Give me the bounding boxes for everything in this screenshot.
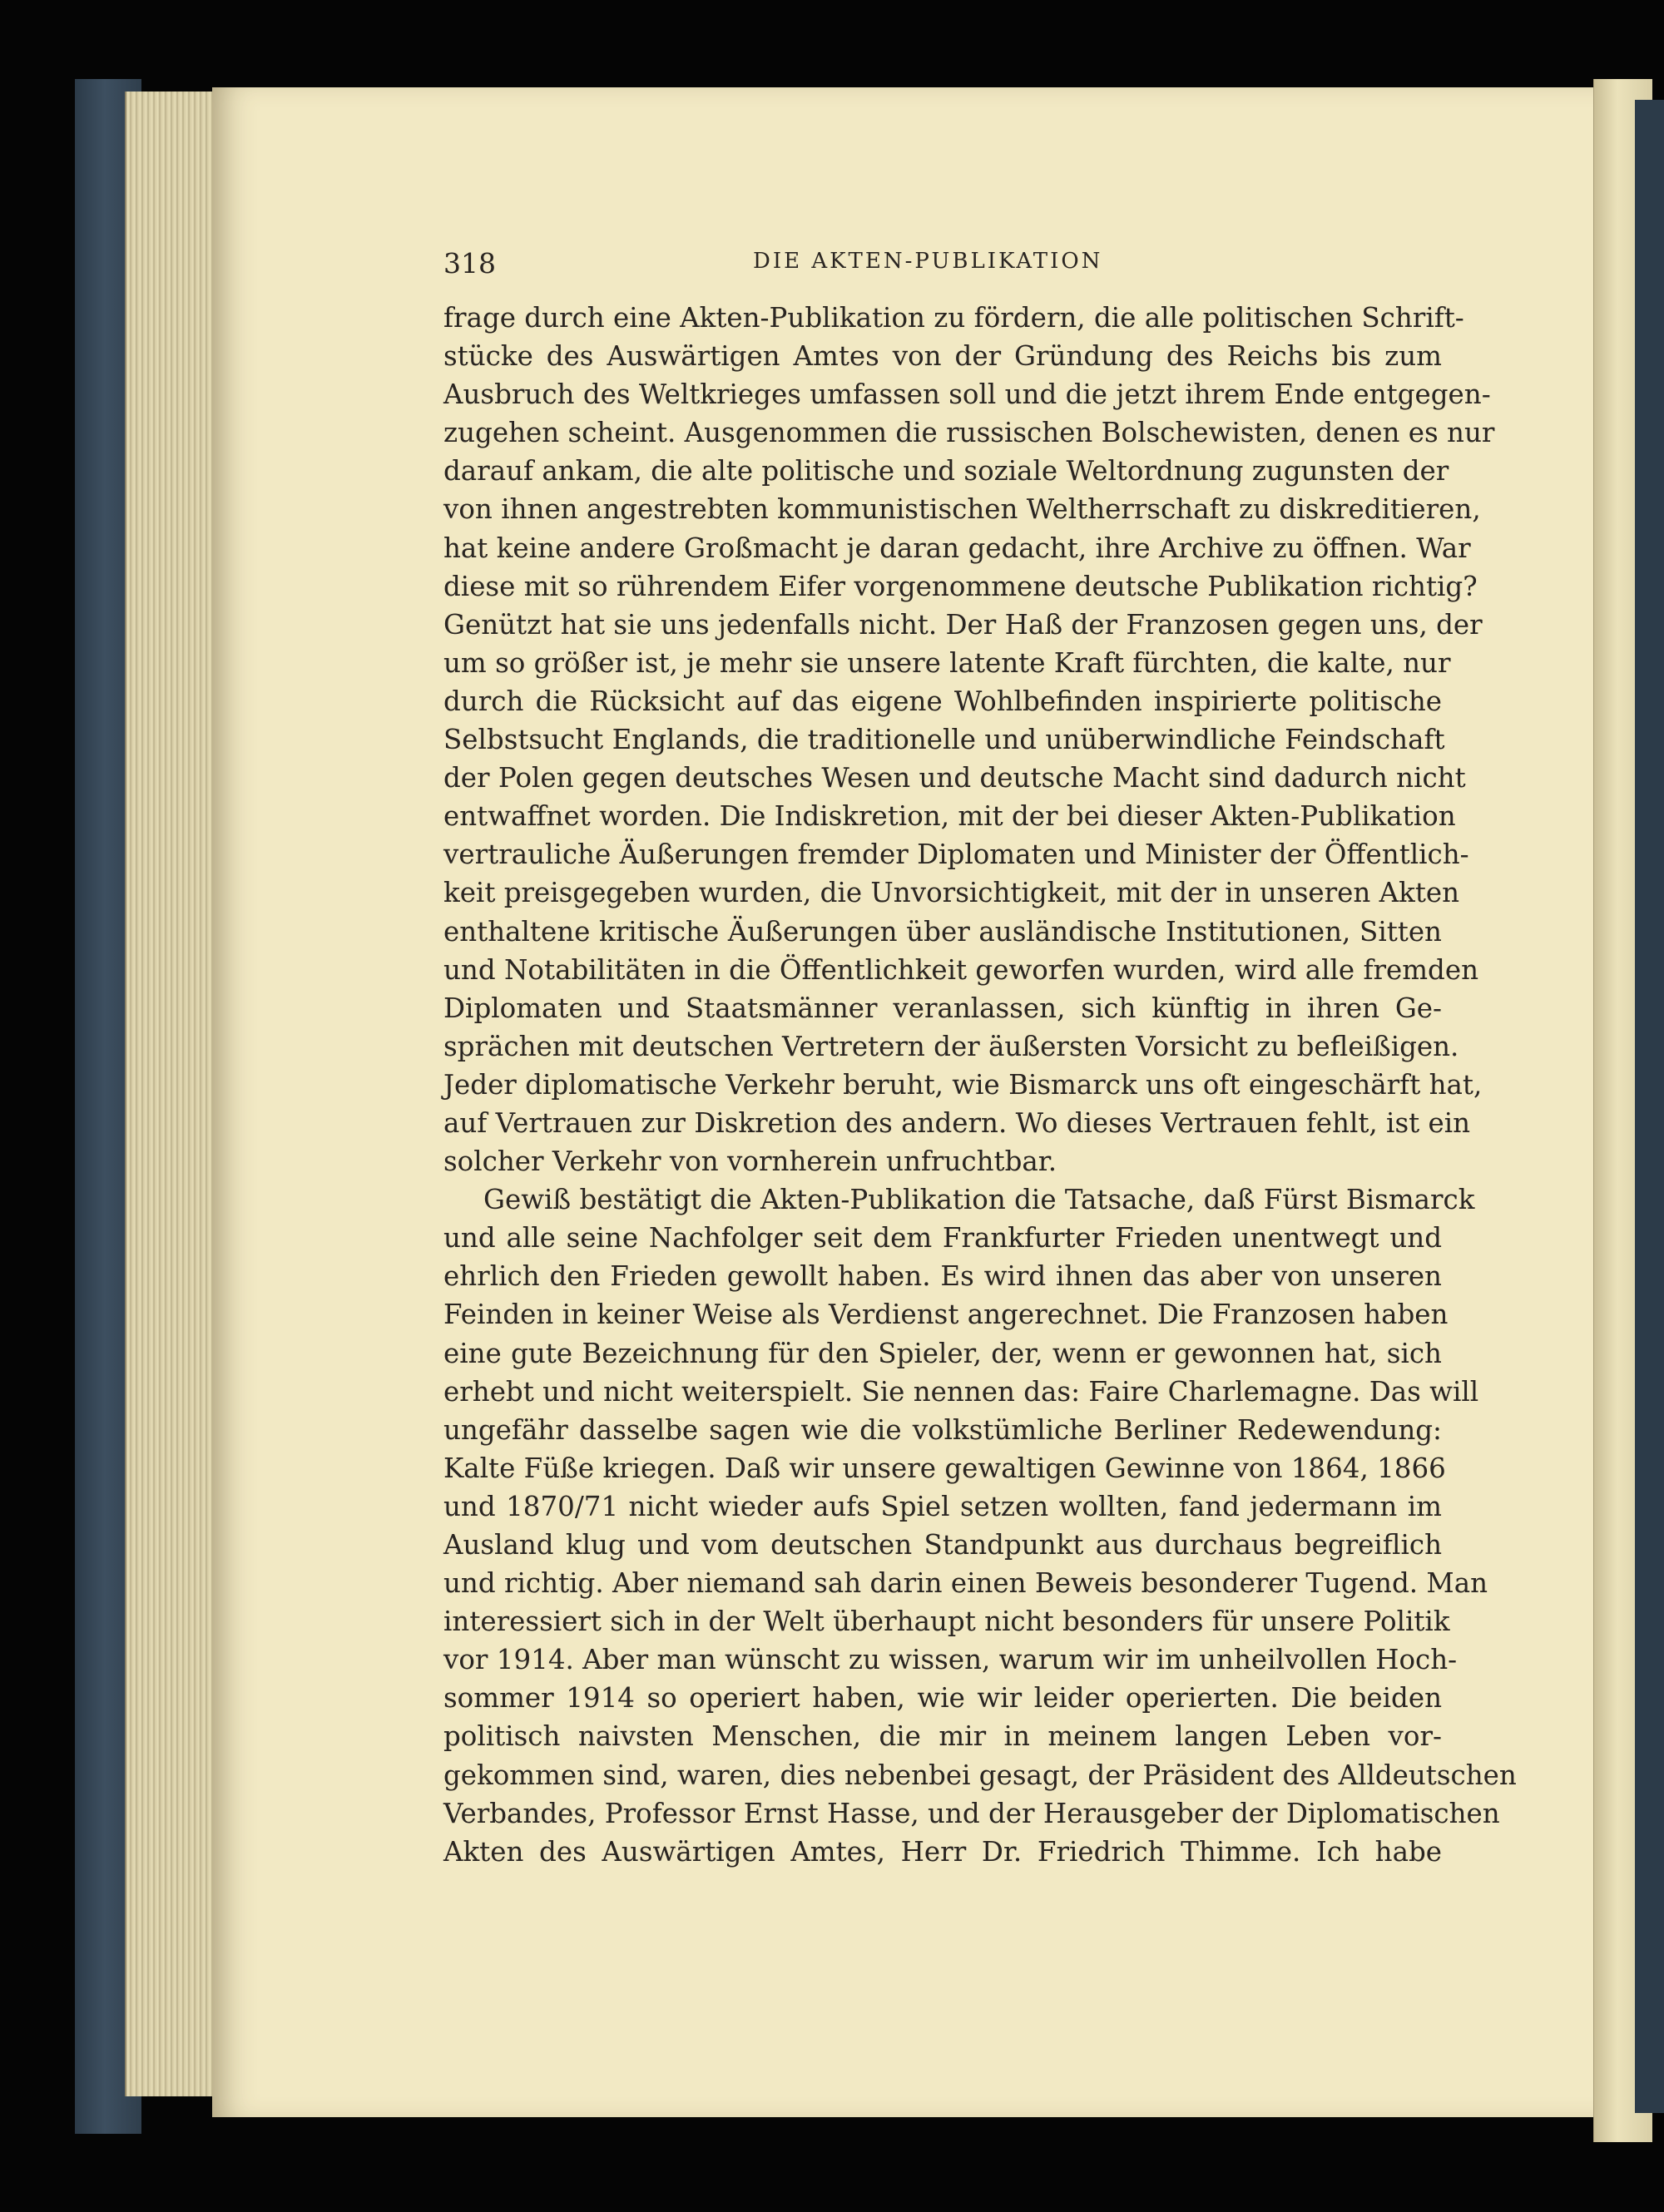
text-line: um so größer ist, je mehr sie unsere latente Kraft fürchten, die kalte, nur (443, 646, 1451, 679)
running-head: DIE AKTEN-PUBLIKATION (753, 249, 1103, 274)
text-line: ungefähr dasselbe sagen wie die volkstümliche Berliner Redewendung: (443, 1413, 1442, 1446)
paragraph (443, 299, 1495, 1180)
paragraph (443, 1180, 1517, 1871)
text-line: Genützt hat sie uns jedenfalls nicht. Der Haß der Franzosen gegen uns, der (443, 608, 1483, 641)
page-edges (125, 92, 226, 2096)
text-line: und 1870/71 nicht wieder aufs Spiel setzen wollten, fand jedermann im (443, 1490, 1442, 1522)
text-line: gekommen sind, waren, dies nebenbei gesagt, der Präsident des Alldeutschen (443, 1759, 1517, 1791)
text-line: stücke des Auswärtigen Amtes von der Gründung des Reichs bis zum (443, 340, 1442, 373)
text-line: solcher Verkehr von vornherein unfruchtbar. (443, 1146, 1057, 1178)
text-line: durch die Rücksicht auf das eigene Wohlbefinden inspirierte politische (443, 685, 1442, 717)
text-line: Jeder diplomatische Verkehr beruht, wie Bismarck uns oft eingeschärft hat, (443, 1068, 1483, 1101)
text-line: Ausbruch des Weltkrieges umfassen soll und die jetzt ihrem Ende entgegen- (443, 379, 1491, 411)
text-line: darauf ankam, die alte politische und soziale Weltordnung zugunsten der (443, 455, 1449, 487)
text-line: Kalte Füße kriegen. Daß wir unsere gewaltigen Gewinne von 1864, 1866 (443, 1452, 1446, 1484)
text-line: interessiert sich in der Welt überhaupt nicht besonders für unsere Politik (443, 1606, 1450, 1638)
text-line: auf Vertrauen zur Diskretion des andern. Wo dieses Vertrauen fehlt, ist ein (443, 1106, 1471, 1139)
body-text (443, 299, 1517, 1871)
text-line: zugehen scheint. Ausgenommen die russischen Bolschewisten, denen es nur (443, 417, 1495, 449)
text-line: sprächen mit deutschen Vertretern der äußersten Vorsicht zu befleißigen. (443, 1030, 1459, 1062)
text-line: der Polen gegen deutsches Wesen und deutsche Macht sind dadurch nicht (443, 762, 1466, 794)
text-line: vor 1914. Aber man wünscht zu wissen, warum wir im unheilvollen Hoch- (443, 1644, 1458, 1676)
text-line: Verbandes, Professor Ernst Hasse, und der Herausgeber der Diplomatischen (443, 1797, 1500, 1829)
book-cover-right (1635, 100, 1664, 2113)
page-header (443, 247, 1442, 280)
text-line: und Notabilitäten in die Öffentlichkeit geworfen wurden, wird alle fremden (443, 953, 1479, 986)
text-line: vertrauliche Äußerungen fremder Diplomaten und Minister der Öffentlich- (443, 839, 1469, 871)
text-line: und richtig. Aber niemand sah darin einen Beweis besonderer Tugend. Man (443, 1567, 1488, 1600)
text-line: sommer 1914 so operiert haben, wie wir leider operierten. Die beiden (443, 1682, 1442, 1715)
text-line: enthaltene kritische Äußerungen über ausländische Institutionen, Sitten (443, 915, 1442, 948)
text-line: eine gute Bezeichnung für den Spieler, der, wenn er gewonnen hat, sich (443, 1337, 1442, 1369)
text-line: von ihnen angestrebten kommunistischen Weltherrschaft zu diskreditieren, (443, 493, 1481, 526)
text-line: frage durch eine Akten-Publikation zu fördern, die alle politischen Schrift- (443, 302, 1464, 334)
text-line: hat keine andere Großmacht je daran gedacht, ihre Archive zu öffnen. War (443, 532, 1471, 564)
text-line: Diplomaten und Staatsmänner veranlassen, sich künftig in ihren Ge- (443, 992, 1442, 1024)
text-line: Akten des Auswärtigen Amtes, Herr Dr. Friedrich Thimme. Ich habe (443, 1835, 1442, 1868)
text-line: Selbstsucht Englands, die traditionelle und unüberwindliche Feindschaft (443, 724, 1445, 756)
text-line: Feinden in keiner Weise als Verdienst angerechnet. Die Franzosen haben (443, 1299, 1449, 1331)
page-number: 318 (443, 247, 496, 280)
text-line: politisch naivsten Menschen, die mir in meinem langen Leben vor- (443, 1720, 1442, 1753)
text-line: und alle seine Nachfolger seit dem Frankfurter Frieden unentwegt und (443, 1222, 1442, 1254)
text-line: diese mit so rührendem Eifer vorgenommene deutsche Publikation richtig? (443, 570, 1478, 602)
text-line: ehrlich den Frieden gewollt haben. Es wird ihnen das aber von unseren (443, 1260, 1442, 1293)
text-line: entwaffnet worden. Die Indiskretion, mit der bei dieser Akten-Publikation (443, 800, 1456, 833)
text-line: Gewiß bestätigt die Akten-Publikation die Tatsache, daß Fürst Bismarck (483, 1184, 1475, 1216)
text-line: erhebt und nicht weiterspielt. Sie nennen das: Faire Charlemagne. Das will (443, 1375, 1479, 1408)
text-line: Ausland klug und vom deutschen Standpunkt aus durchaus begreiflich (443, 1529, 1442, 1561)
text-line: keit preisgegeben wurden, die Unvorsichtigkeit, mit der in unseren Akten (443, 877, 1460, 909)
